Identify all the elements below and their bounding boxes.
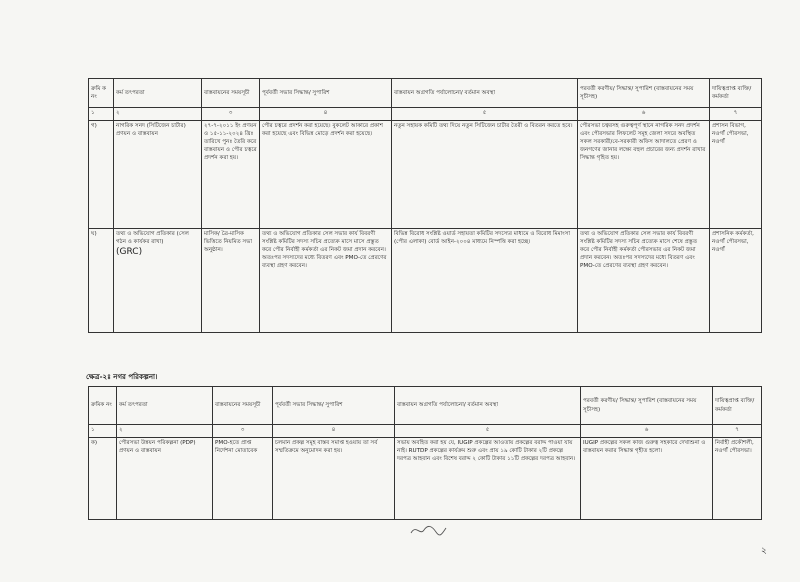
column-number: ৩	[213, 425, 273, 438]
row-next: তথ্য ও অভিযোগ প্রতিকার সেল সভার কার্য বিবরণী সংশ্লিষ্ট কমিটির সদস্য সচিব প্রত্যেক মাসে শেষে প্রস্তুত করে পৌর নির্বাহী কর্মকর্তা পৌরসভার এর নিকট জমা প্রদান করবেন। অতঃপর সদস্যদের মধ্যে বিতরণ এবং PMO-তে প্রেরণের ব্যবস্থা গ্রহণ করবেন।	[578, 229, 710, 333]
row-previous: পৌর চত্বরে প্রদর্শন করা হয়েছে। বুকলেট আকারে প্রকাশ করা হয়েছে এবং বিভিন্ন মোড়ে প্রদর্শন করা হয়েছে।	[260, 121, 392, 229]
section-title: ক্ষেত্র-২ঃ নগর পরিকল্পনা।	[86, 373, 158, 381]
row-activity: তথ্য ও অভিযোগ প্রতিকার (সেল গঠন ও কার্যকর রাখা)	[116, 231, 189, 246]
row-responsible: নির্বাহী প্রকৌশলী, নওগাঁ পৌরসভা।	[713, 438, 762, 520]
row-serial: গ)	[89, 121, 114, 229]
header-activity: কর্ম তৎপরতা	[114, 79, 202, 108]
table-2	[88, 386, 762, 520]
table-1-number-row	[89, 108, 762, 121]
table-1	[88, 78, 762, 333]
column-number: ২	[117, 425, 213, 438]
row-responsible: প্রশাসন বিভাগ, নওগাঁ পৌরসভা, নওগাঁ	[710, 121, 762, 229]
table-2-number-row	[89, 425, 762, 438]
row-schedule: মাসিক/ ত্রৈ-মাসিক ভিত্তিতে নিয়মিত সভা অনুষ্ঠান।	[202, 229, 260, 333]
table-1-header-row	[89, 79, 762, 108]
row-progress: বিভিন্ন বিরোধ সংশ্লিষ্ট ওয়ার্ড সহায়তা কমিটির সদস্যের মাধ্যমে ও বিরোধ মিমাংসা (পৌর এলাকা) বোর্ড আইন-২০০৪ মাধ্যমে নিস্পত্তি করা হচ্ছে।	[392, 229, 578, 333]
column-number: ৪	[260, 108, 392, 121]
column-number: ৭	[713, 425, 762, 438]
row-serial: ক)	[89, 438, 117, 520]
header-progress: বাস্তবায়ন অগ্রগতি পর্যালোচনা/ বর্তমান অবস্থা	[395, 387, 581, 425]
header-next: পরবর্তী করণীয়/ সিদ্ধান্ত/ সুপারিশ (বাস্তবায়নের সময় সূচীসহ)	[578, 79, 710, 108]
header-serial: ক্রমি ক নং	[89, 79, 114, 108]
table-2-header-row	[89, 387, 762, 425]
header-schedule: বাস্তবায়নের সময়সূচী	[202, 79, 260, 108]
row-previous: তথ্য ও অভিযোগ প্রতিকার সেল সভার কার্য বিবরণী সংশ্লিষ্ট কমিটির সদস্য সচিব প্রত্যেক মাসে মাসে প্রস্তুত করে পৌর নির্বাহী কর্মকর্তা এর নিকট জমা প্রদান করবেন। অতঃপর সদস্যদের মধ্যে বিতরণ এবং PMO-তে প্রেরণের ব্যবস্থা গ্রহণ করবেন।	[260, 229, 392, 333]
column-number: ১	[89, 425, 117, 438]
header-previous: পূর্ববর্তী সভার সিদ্ধান্ত/ সুপারিশ	[273, 387, 395, 425]
column-number: ১	[89, 108, 114, 121]
header-previous: পূর্ববর্তী সভার সিদ্ধান্ত/ সুপারিশ	[260, 79, 392, 108]
column-number: ৫	[392, 108, 578, 121]
header-schedule: বাস্তবায়নের সময়সূচী	[213, 387, 273, 425]
header-next: পরবর্তী করণীয়/ সিদ্ধান্ত/ সুপারিশ (বাস্তবায়নের সময় সূচীসহ)	[581, 387, 713, 425]
column-number: ৬	[578, 108, 710, 121]
column-number: ৩	[202, 108, 260, 121]
header-responsible: দায়িত্বপ্রাপ্ত ব্যক্তি/ কর্মকর্তা	[710, 79, 762, 108]
row-progress: নতুন সহায়ক কমিটি তথ্য দিয়ে নতুন সিটিজেন চার্টার তৈরী ও বিতরন করতে হবে।	[392, 121, 578, 229]
row-schedule: ২৭-৭-২০১১ ইং প্রণয়ন ও ১৫-১১-২০২৪ খ্রিঃ তারিখে পুনঃ তৈরি করে বাস্তবায়ন ও পৌর চত্বরে প্রদর্শন করা হয়।	[202, 121, 260, 229]
row-next: IUGIP প্রকল্পের সকল কাজ গুরুত্ব সহকারে দেখাশুনা ও বাস্তবায়ন করার সিদ্ধান্ত গৃহীত হলো।	[581, 438, 713, 520]
table-row	[89, 121, 762, 229]
column-number: ৬	[581, 425, 713, 438]
row-schedule: PMO-হতে প্রাপ্ত নির্দেশনা মোতাবেক	[213, 438, 273, 520]
row-activity-cell	[114, 229, 202, 333]
row-serial: ঘ)	[89, 229, 114, 333]
row-activity: পৌরসভা উন্নয়ন পরিকল্পনা (PDP) প্রণয়ন ও বাস্তবায়ন	[117, 438, 213, 520]
header-serial: ক্রমিক নং	[89, 387, 117, 425]
page-number: ২	[761, 546, 767, 556]
row-previous: চলমান প্রকল্প সমূহ বাস্তব সমাপ্ত হওয়ায় তা সর্ব সম্মতিক্রমে অনুমোদন করা হয়।	[273, 438, 395, 520]
column-number: ২	[114, 108, 202, 121]
header-activity: কর্ম তৎপরতা	[117, 387, 213, 425]
row-activity-grc: (GRC)	[116, 247, 143, 258]
table-row	[89, 438, 762, 520]
column-number: ৭	[710, 108, 762, 121]
header-responsible: দায়িত্বপ্রাপ্ত ব্যক্তি/ কর্মকর্তা	[713, 387, 762, 425]
column-number: ৪	[273, 425, 395, 438]
row-progress: সভায় অবহিত করা হয় যে, IUGIP প্রকল্পের আওতায় প্রকল্পের বরাদ্দ পাওয়া যায় নাই। RUTDP প্রকল্পের কার্যক্রম শুরু এবং প্রায় ১৯ কোটি টাকার ২টি প্রকল্পে দরপত্র আহবান এবং বিশেষ বরাদ্দ ২ কোটি টাকার ১১টি প্রকল্পের দরপত্র আহবান।	[395, 438, 581, 520]
row-next: পৌরসভা চত্বরসহ গুরুত্বপূর্ণ স্থানে নাগরিক সনদ প্রদর্শন এবং পৌরসভার লিফলেট সমূহ জেলা সদরে অবস্থিত সকল সরকারী/বে-সরকারী অফিস আদালতে প্রেরণ ও জনগণের জানার লক্ষ্যে বহুল প্রচারের জন্য প্রদর্শন রাখার সিদ্ধান্ত গৃহিত হয়।	[578, 121, 710, 229]
row-responsible: প্রশাসনিক কর্মকর্তা, নওগাঁ পৌরসভা, নওগাঁ	[710, 229, 762, 333]
column-number: ৫	[395, 425, 581, 438]
signature-mark	[408, 522, 448, 538]
row-activity: নাগরিক সনদ (সিটিজেন চার্টার) প্রণয়ন ও বাস্তবায়ন	[114, 121, 202, 229]
header-progress: বাস্তবায়ন অগ্রগতি পর্যালোচনা/ বর্তমান অবস্থা	[392, 79, 578, 108]
table-row	[89, 229, 762, 333]
